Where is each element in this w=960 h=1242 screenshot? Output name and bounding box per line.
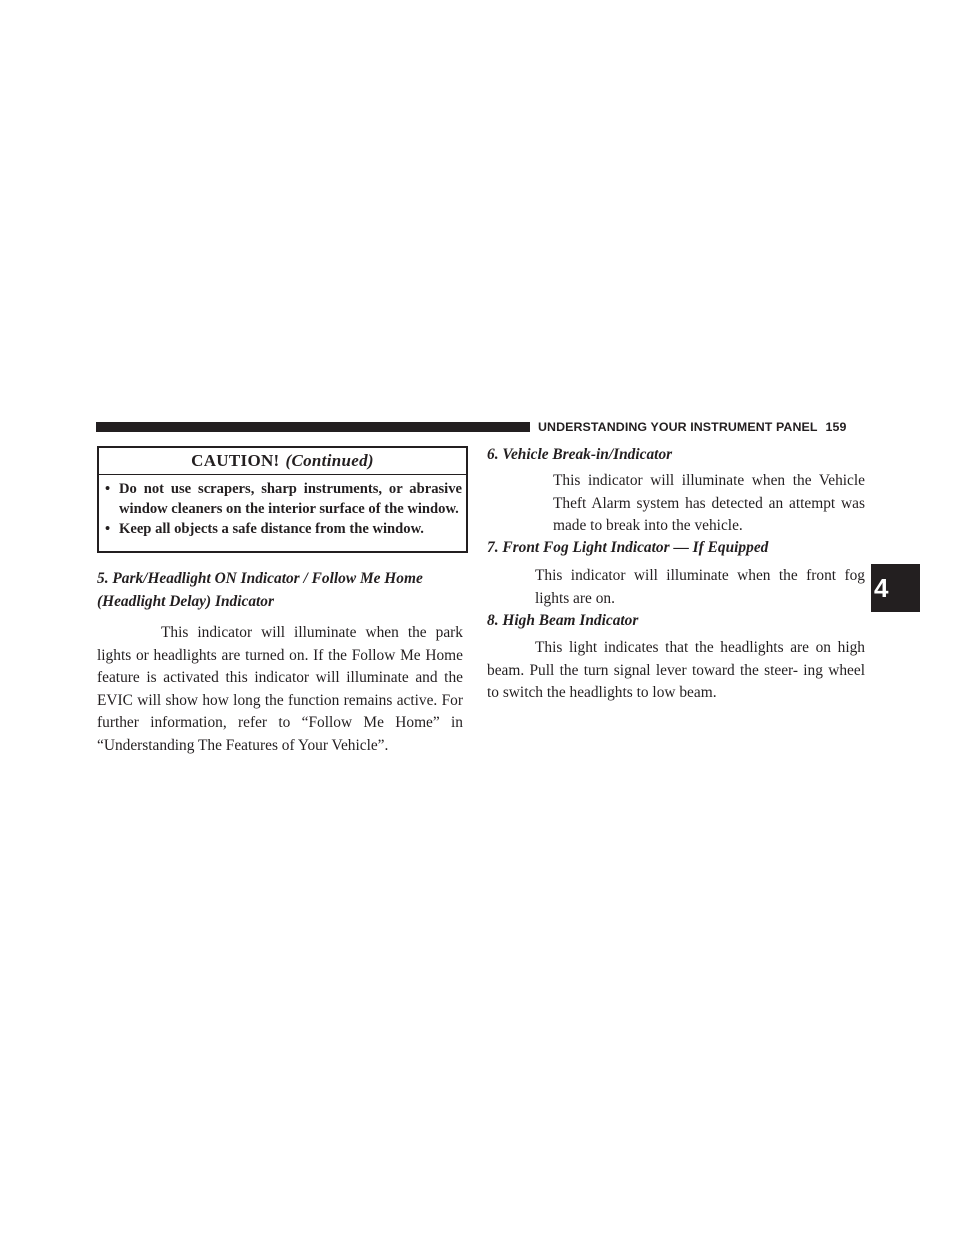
- heading-line: (Headlight Delay) Indicator: [97, 593, 274, 610]
- section-heading: [97, 567, 477, 613]
- caution-item-text: Do not use scrapers, sharp instruments, or abrasive window cleaners on the interior surface of the window.: [119, 481, 462, 517]
- section-heading: 7. Front Fog Light Indicator — If Equipped: [487, 539, 769, 556]
- caution-title: CAUTION!: [191, 451, 280, 470]
- bullet-icon: •: [105, 521, 111, 537]
- caution-box: [97, 446, 468, 553]
- caution-header: [99, 448, 466, 475]
- running-header: [538, 419, 868, 435]
- chapter-tab: 4: [871, 564, 920, 612]
- section-body: This light indicates that the headlights are on high beam. Pull the turn signal lever toward the steer- ing wheel to switch the headlights to low beam.: [487, 639, 865, 701]
- caution-continued: (Continued): [285, 451, 374, 470]
- section-body: This indicator will illuminate when the front fog lights are on.: [535, 567, 865, 607]
- heading-line: 5. Park/Headlight ON Indicator / Follow Me Home: [97, 570, 423, 587]
- section-heading: 6. Vehicle Break-in/Indicator: [487, 446, 673, 463]
- caution-item: [103, 479, 462, 519]
- caution-item: [103, 519, 462, 539]
- section-title: UNDERSTANDING YOUR INSTRUMENT PANEL: [538, 420, 818, 434]
- caution-list: [99, 475, 466, 539]
- caution-item-text: Keep all objects a safe distance from the window.: [119, 521, 424, 537]
- header-rule: [96, 422, 530, 432]
- section-body: This indicator will illuminate when the park lights or headlights are turned on. If the Follow Me Home feature is activated this indicator will illuminate and the EVIC will show how long the function remains active. For further information, refer to “Follow Me Home” in “Understanding The Features of Your Vehicle”.: [97, 624, 463, 754]
- page-number: 159: [825, 420, 847, 434]
- section-heading: 8. High Beam Indicator: [487, 612, 639, 629]
- bullet-icon: •: [105, 481, 111, 497]
- section-body: This indicator will illuminate when the Vehicle Theft Alarm system has detected an attempt was made to break into the vehicle.: [553, 472, 865, 534]
